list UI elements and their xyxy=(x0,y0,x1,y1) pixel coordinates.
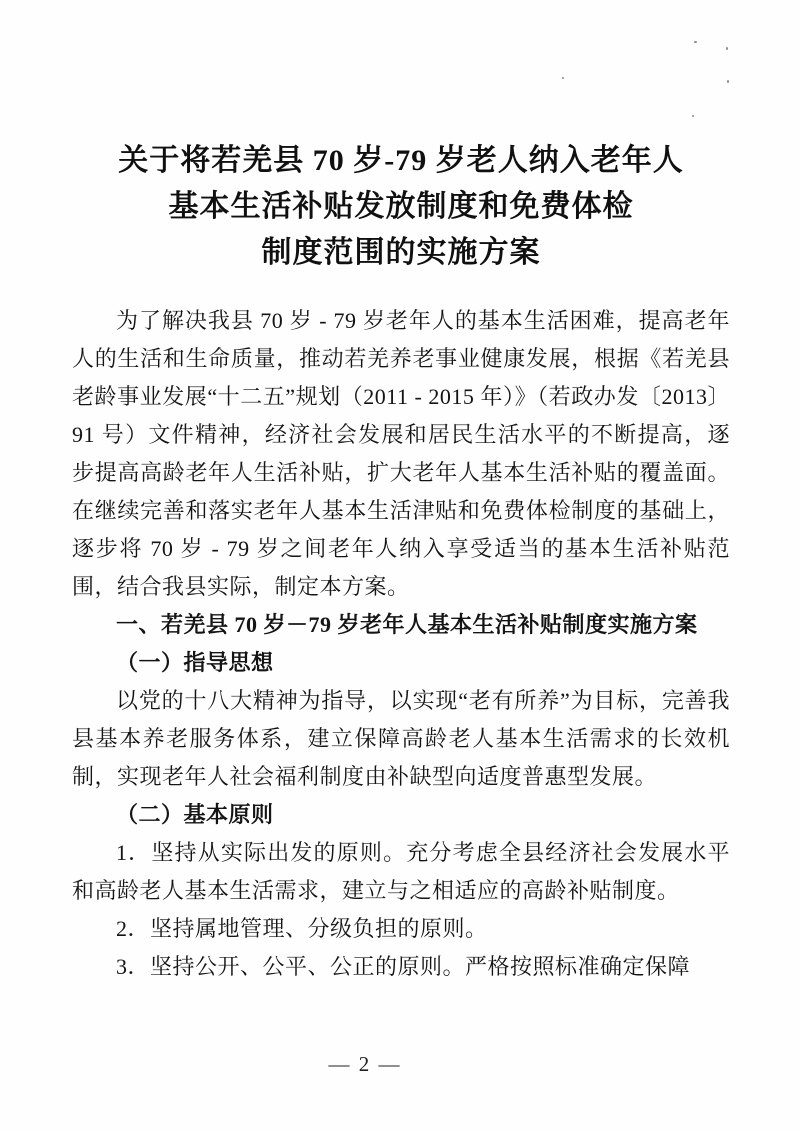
section-heading-one: 一、若羌县 70 岁－79 岁老年人基本生活补贴制度实施方案 xyxy=(116,612,698,637)
title-line-1: 关于将若羌县 70 岁-79 岁老人纳入老年人 xyxy=(118,144,684,177)
paragraph-principle-2: 2．坚持属地管理、分级负担的原则。 xyxy=(116,916,488,941)
scan-speck xyxy=(727,80,729,83)
scan-speck xyxy=(562,77,564,79)
paragraph-principle-3: 3．坚持公开、公平、公正的原则。严格按照标准确定保障 xyxy=(116,954,691,979)
title-line-2: 基本生活补贴发放制度和免费体检 xyxy=(168,190,634,223)
page-number: — 2 — xyxy=(328,1052,402,1076)
scan-speck xyxy=(692,115,694,117)
subsection-heading-basic-principles: （二）基本原则 xyxy=(116,802,274,827)
title-line-3: 制度范围的实施方案 xyxy=(261,236,541,269)
scan-speck xyxy=(694,41,697,43)
paragraph-guiding-ideology: 以党的十八大精神为指导，以实现“老有所养”为目标，完善我县基本养老服务体系，建立保障高龄老人基本生活需求的长效机制，实现老年人社会福利制度由补缺型向适度普惠型发展。 xyxy=(72,688,730,789)
document-title xyxy=(72,138,730,276)
paragraph-introduction: 为了解决我县 70 岁 - 79 岁老年人的基本生活困难，提高老年人的生活和生命质量，推动若羌养老事业健康发展，根据《若羌县老龄事业发展“十二五”规划（2011 - 2015 年）》（若政办发〔2013〕91 号）文件精神，经济社会发展和居民生活水平的不断提高，逐步提高高龄老年人生活补贴，扩大老年人基本生活补贴的覆盖面。在继续完善和落实老年人基本生活津贴和免费体检制度的基础上，逐步将 70 岁 - 79 岁之间老年人纳入享受适当的基本生活补贴范围，结合我县实际，制定本方案。 xyxy=(72,308,730,599)
scan-speck xyxy=(726,47,728,50)
document-body xyxy=(72,138,730,986)
paragraph-principle-1: 1．坚持从实际出发的原则。充分考虑全县经济社会发展水平和高龄老人基本生活需求，建立与之相适应的高龄补贴制度。 xyxy=(72,840,730,903)
subsection-heading-guiding-ideology: （一）指导思想 xyxy=(116,650,274,675)
